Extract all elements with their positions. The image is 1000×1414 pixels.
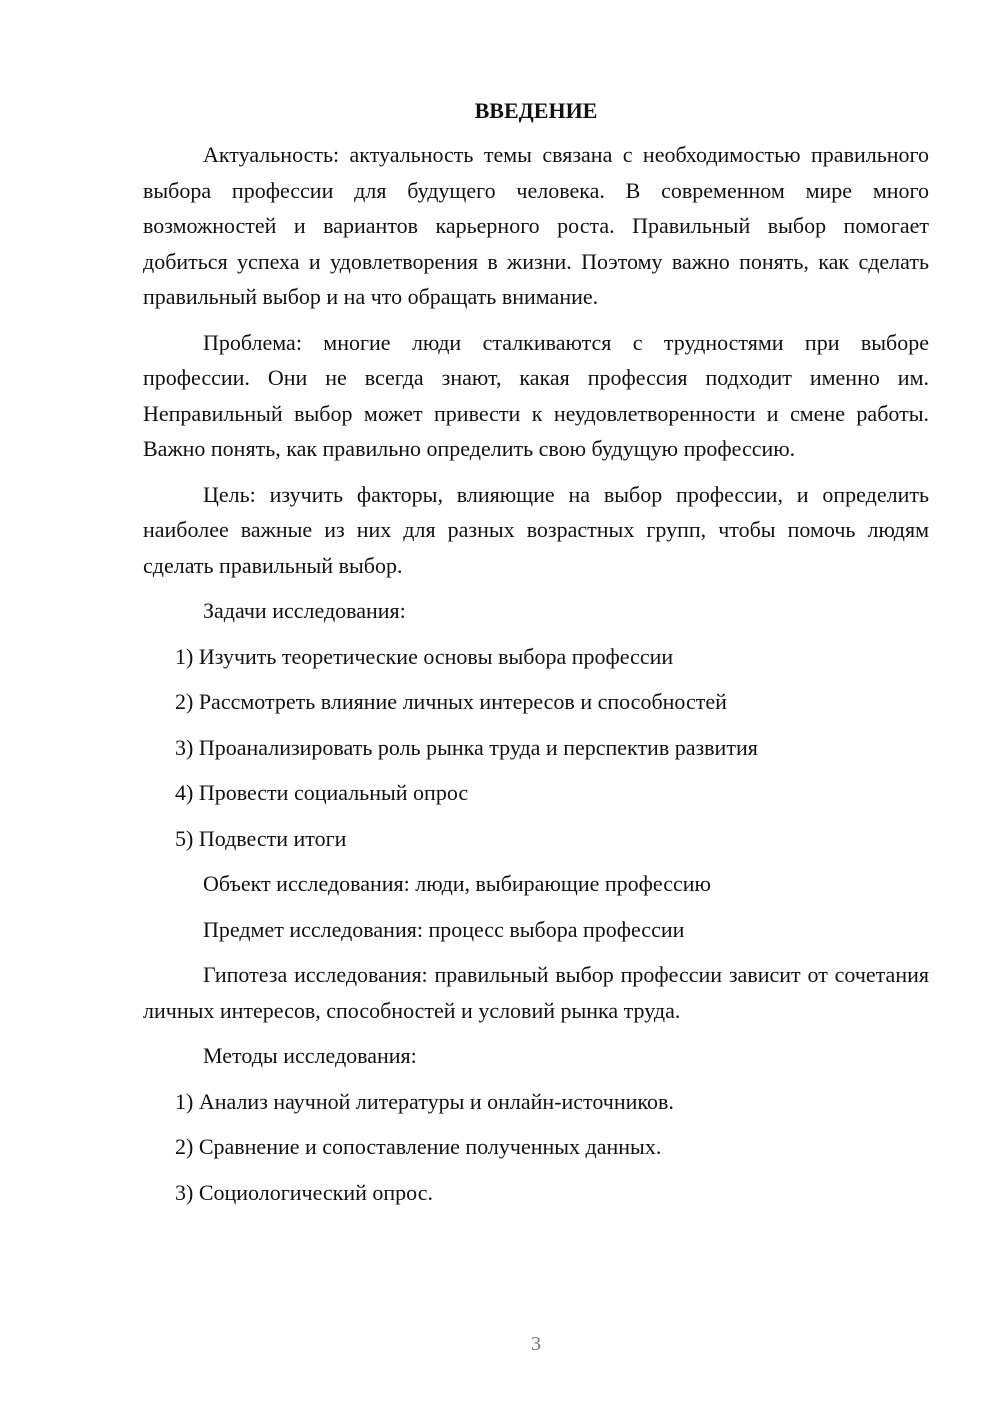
method-item: 3) Социологический опрос. — [175, 1179, 433, 1205]
method-item: 2) Сравнение и сопоставление полученных данных. — [175, 1134, 662, 1159]
methods-heading: Методы исследования: — [203, 1043, 417, 1068]
task-item: 1) Изучить теоретические основы выбора профессии — [175, 643, 674, 669]
tasks-heading: Задачи исследования: — [203, 598, 406, 623]
task-item: 4) Провести социальный опрос — [175, 780, 469, 805]
relevance-paragraph: Актуальность: актуальность темы связана с необходимостью правильного выбора профессии для будущего человека. В современном мире много возможностей и вариантов карьерного роста. Правильный выбор помогает добиться успеха и удовлетворения в жизни. Поэтому важно понять, как сделать правильный выбор и на что обращать внимание. — [143, 142, 929, 309]
goal-paragraph: Цель: изучить факторы, влияющие на выбор профессии, и определить наиболее важные из них для разных возрастных групп, чтобы помочь людям сделать правильный выбор. — [143, 481, 929, 578]
page-number: 3 — [531, 1333, 541, 1355]
tasks-list — [143, 639, 929, 857]
task-item: 3) Проанализировать роль рынка труда и перспектив развития — [175, 734, 758, 760]
research-object: Объект исследования: люди, выбирающие профессию — [203, 871, 711, 896]
task-item: 2) Рассмотреть влияние личных интересов и способностей — [175, 689, 727, 714]
problem-paragraph: Проблема: многие люди сталкиваются с трудностями при выборе профессии. Они не всегда знают, какая профессия подходит именно им. Неправильный выбор может привести к неудовлетворенности и смене работы. Важно понять, как правильно определить свою будущую профессию. — [143, 329, 929, 461]
document-page — [143, 95, 929, 1220]
methods-list — [143, 1084, 929, 1211]
hypothesis-paragraph: Гипотеза исследования: правильный выбор профессии зависит от сочетания личных интересов, способностей и условий рынка труда. — [143, 962, 929, 1023]
research-subject: Предмет исследования: процесс выбора профессии — [203, 916, 685, 942]
task-item: 5) Подвести итоги — [175, 825, 347, 851]
page-title: ВВЕДЕНИЕ — [474, 98, 598, 123]
method-item: 1) Анализ научной литературы и онлайн-источников. — [175, 1088, 674, 1114]
